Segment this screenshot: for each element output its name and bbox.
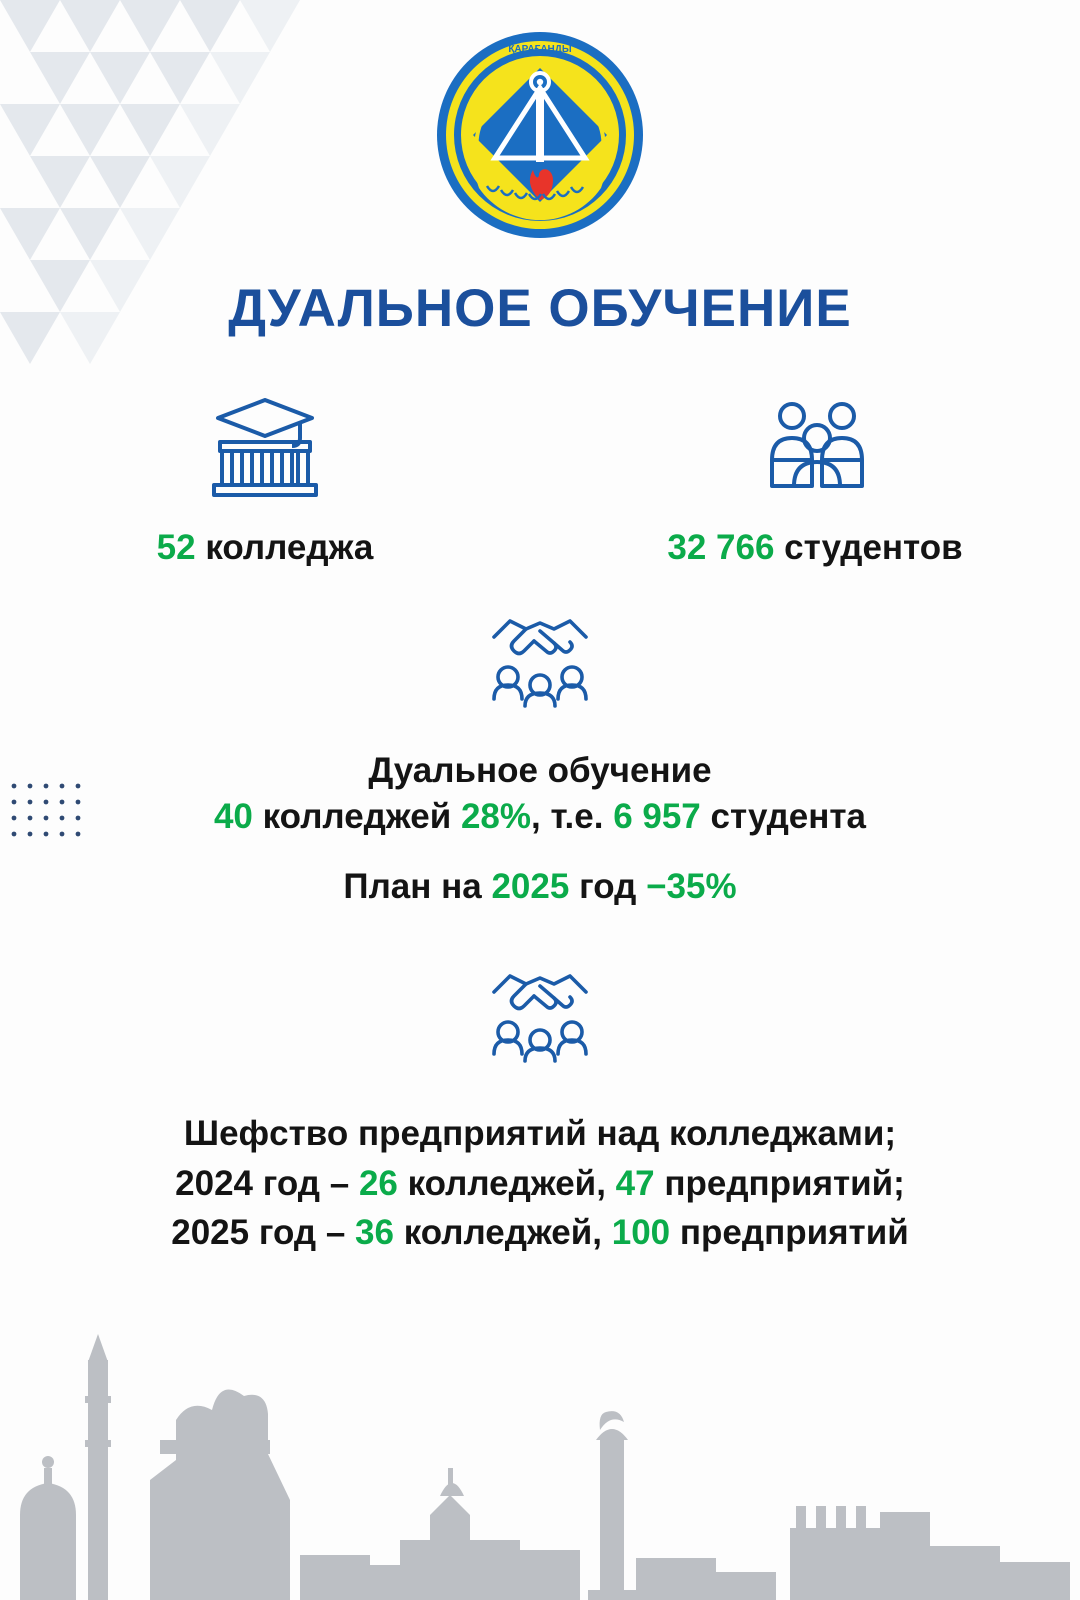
plan-percent: −35% — [646, 867, 737, 906]
plan-prefix: План на — [343, 867, 482, 906]
dual-education-detail-line — [0, 794, 1080, 840]
page-title: ДУАЛЬНОЕ ОБУЧЕНИЕ — [228, 279, 852, 338]
plan-middle: год — [579, 867, 637, 906]
emblem-text-top: ҚАРАҒАНДЫ — [508, 44, 572, 55]
dual-plan-line — [0, 867, 1080, 907]
stat-colleges-label — [157, 528, 374, 568]
stat-students-value: 32 766 — [667, 528, 775, 567]
patronage-2024-dash: – — [329, 1163, 350, 1203]
stats-row — [0, 392, 1080, 568]
patronage-row-2025 — [0, 1208, 1080, 1258]
patronage-2025-colleges-value: 36 — [355, 1213, 394, 1253]
karaganda-skyline-silhouette — [0, 1300, 1080, 1600]
stat-students-word: студентов — [784, 528, 963, 567]
patronage-row-2024 — [0, 1159, 1080, 1209]
patronage-2025-colleges-word: колледжей, — [403, 1213, 603, 1253]
patronage-2024-year: 2024 год — [175, 1163, 320, 1203]
dual-education-block — [0, 600, 1080, 907]
patronage-2024-colleges-value: 26 — [358, 1163, 398, 1203]
stat-colleges — [100, 392, 430, 568]
stat-students — [650, 392, 980, 568]
handshake-partnership-icon — [0, 955, 1080, 1065]
patronage-2025-dash: – — [325, 1213, 346, 1253]
plan-year: 2025 — [491, 867, 570, 906]
handshake-partnership-icon — [0, 600, 1080, 710]
dual-percent-value: 28% — [460, 796, 532, 836]
patronage-heading: Шефство предприятий над колледжами; — [183, 1114, 897, 1153]
students-group-icon — [750, 392, 880, 504]
patronage-2025-enterprises-word: предприятий — [679, 1213, 909, 1253]
dual-colleges-word: колледжей — [262, 796, 452, 836]
patronage-2025-enterprises-value: 100 — [611, 1213, 671, 1253]
dual-colleges-value: 40 — [213, 796, 253, 836]
dual-education-heading: Дуальное обучение — [368, 751, 712, 790]
stat-students-label — [667, 528, 962, 568]
dual-middle-text: , т.е. — [531, 796, 604, 836]
patronage-2024-colleges-word: колледжей, — [407, 1163, 606, 1203]
college-building-icon — [200, 392, 330, 504]
karaganda-region-emblem — [435, 30, 645, 245]
triangle-pattern-decoration — [0, 0, 300, 400]
dual-students-value: 6 957 — [613, 796, 701, 836]
patronage-2025-year: 2025 год — [171, 1213, 317, 1253]
stat-colleges-value: 52 — [156, 528, 196, 567]
dual-students-word: студента — [710, 796, 867, 836]
patronage-2024-enterprises-value: 47 — [615, 1163, 655, 1203]
patronage-2024-enterprises-word: предприятий; — [664, 1163, 905, 1203]
stat-colleges-word: колледжа — [205, 528, 374, 567]
patronage-text — [0, 1109, 1080, 1258]
patronage-block — [0, 955, 1080, 1258]
dual-education-text — [0, 748, 1080, 839]
